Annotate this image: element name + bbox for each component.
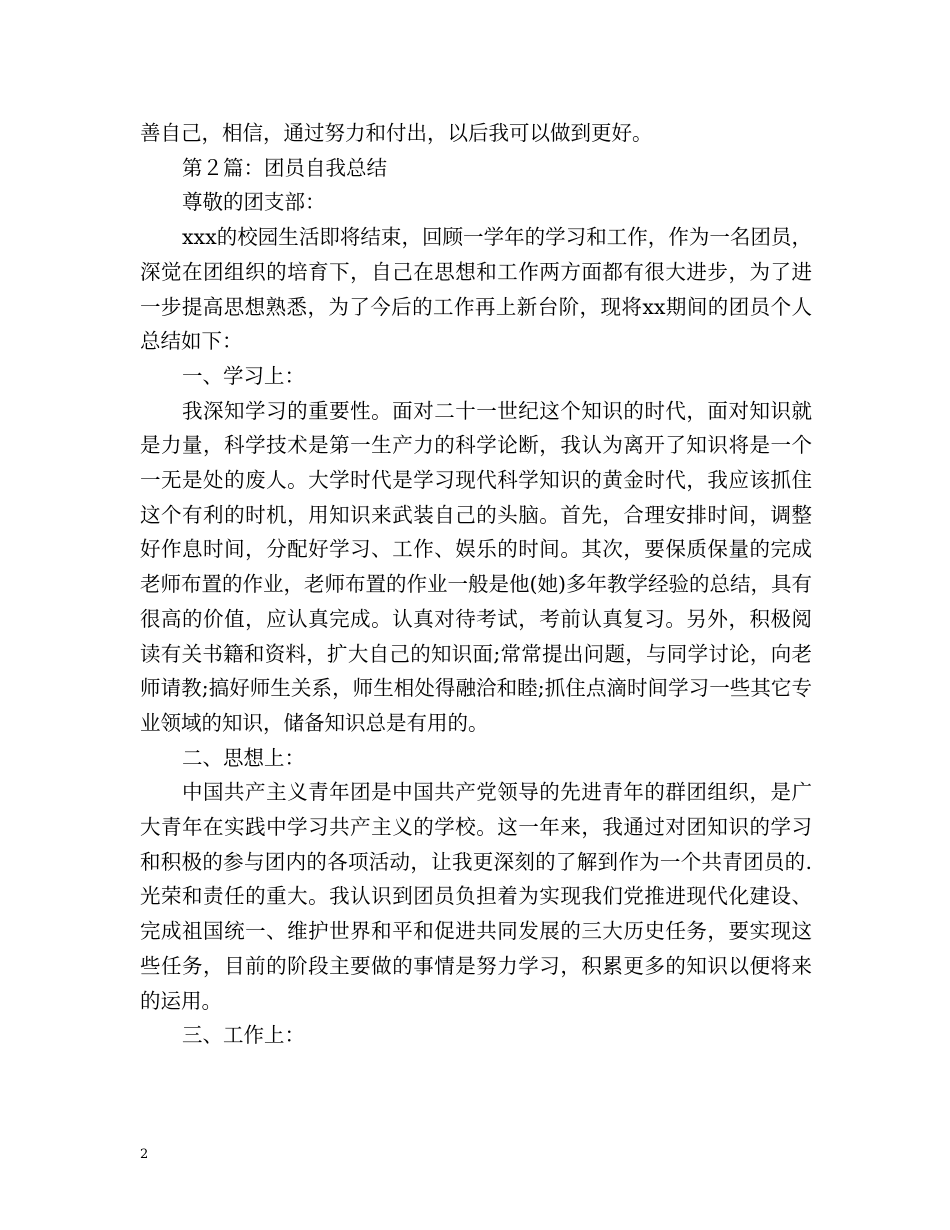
salutation: 尊敬的团支部： <box>182 190 326 215</box>
document-body <box>140 116 812 1053</box>
paragraph-thought: 中国共产主义青年团是中国共产党领导的先进青年的群团组织，是广大青年在实践中学习共产主义的学校。这一年来，我通过对团知识的学习和积极的参与团内的各项活动，让我更深刻的了解到作为一个共青团员的.光荣和责任的重大。我认识到团员负担着为实现我们党推进现代化建设、完成祖国统一、维护世界和平和促进共同发展的三大历史任务，要实现这些任务，目前的阶段主要做的事情是努力学习，积累更多的知识以便将来的运用。 <box>140 780 812 1013</box>
paragraph-study: 我深知学习的重要性。面对二十一世纪这个知识的时代，面对知识就是力量，科学技术是第一生产力的科学论断，我认为离开了知识将是一个一无是处的废人。大学时代是学习现代科学知识的黄金时代，我应该抓住这个有利的时机，用知识来武装自己的头脑。首先，合理安排时间，调整好作息时间，分配好学习、工作、娱乐的时间。其次，要保质保量的完成老师布置的作业，老师布置的作业一般是他(她)多年教学经验的总结，具有很高的价值，应认真完成。认真对待考试，考前认真复习。另外，积极阅读有关书籍和资料，扩大自己的知识面;常常提出问题，与同学讨论，向老师请教;搞好师生关系，师生相处得融洽和睦;抓住点滴时间学习一些其它专业领域的知识，储备知识总是有用的。 <box>140 398 812 735</box>
paragraph-continuation: 善自己，相信，通过努力和付出，以后我可以做到更好。 <box>140 121 653 145</box>
page-number: 2 <box>140 1147 149 1162</box>
heading-study: 一、学习上： <box>182 363 305 388</box>
heading-work: 三、工作上： <box>182 1023 305 1048</box>
heading-thought: 二、思想上： <box>182 745 305 770</box>
section-title: 第２篇：团员自我总结 <box>182 155 387 180</box>
paragraph-intro: xxx的校园生活即将结束，回顾一学年的学习和工作，作为一名团员，深觉在团组织的培育下，自己在思想和工作两方面都有很大进步，为了进一步提高思想熟悉，为了今后的工作再上新台阶，现将xx期间的团员个人总结如下： <box>140 225 812 354</box>
